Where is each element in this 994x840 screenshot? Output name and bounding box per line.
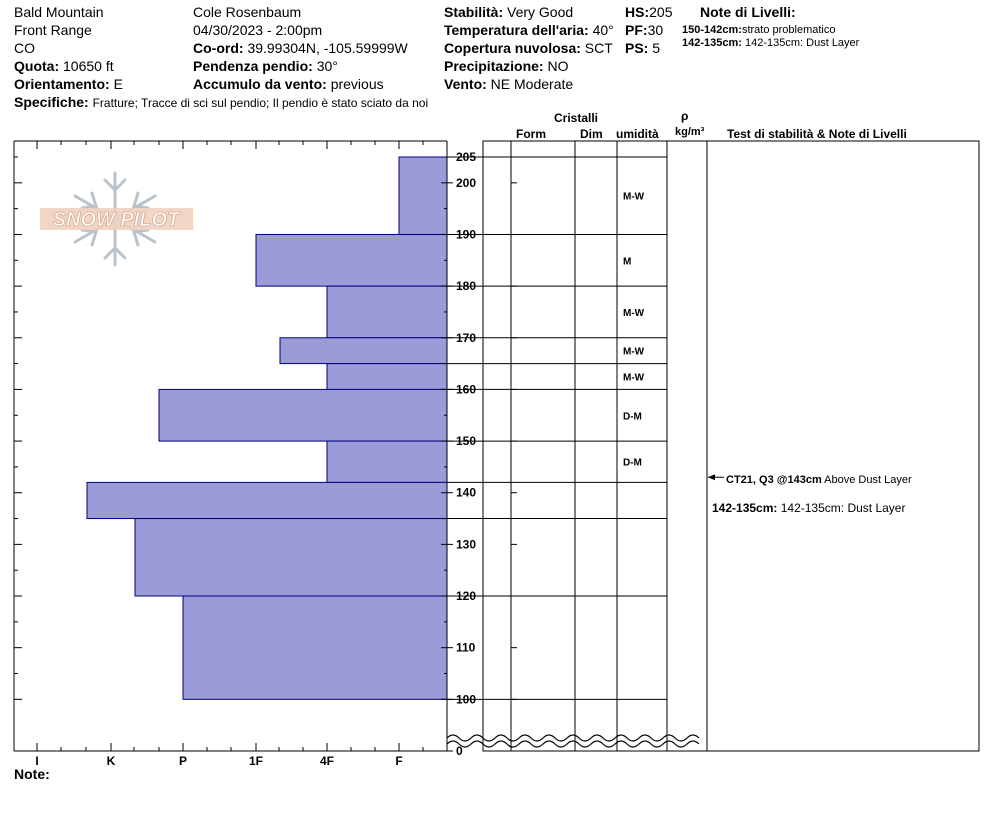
depth-label-150: 150 [456,434,477,449]
stability-value: Very Good [507,4,574,20]
specifics-label: Specifiche: [14,94,89,110]
depth-label-120: 120 [456,589,477,604]
hardness-bar-5 [327,364,447,390]
ps-label: PS: [625,40,649,56]
aspect-value: E [113,76,123,92]
cloud-value: SCT [584,40,613,56]
air-temp-value: 40° [592,22,614,38]
cloud-label: Copertura nuvolosa: [444,40,581,56]
depth-label-100: 100 [456,692,477,707]
stability-test-label: CT21, Q3 @143cm [726,474,822,486]
air-temp-label: Temperatura dell'aria: [444,22,589,38]
layer-note-right-range: 142-135cm: [712,501,778,515]
layer-note-1-text: strato problematico [741,24,836,36]
moisture-label-6: D-M [623,411,642,423]
depth-label-205: 205 [456,150,477,164]
wind-loading-label: Accumulo da vento: [193,76,327,92]
moisture-label-7: D-M [623,457,642,469]
depth-label-130: 130 [456,537,477,552]
col-density-unit: kg/m³ [675,126,705,138]
stability-test-arrow [708,474,724,480]
hardness-label-I: I [35,754,39,768]
moisture-label-5: M-W [623,372,645,384]
col-dim: Dim [580,127,603,141]
hardness-label-K: K [106,754,116,768]
layer-notes-title: Note di Livelli: [700,4,796,20]
col-crystals: Cristalli [554,111,599,125]
hardness-label-F: F [395,754,403,768]
datetime: 04/30/2023 - 2:00pm [193,22,323,38]
hardness-bar-10 [183,596,447,699]
col-moisture: umidità [616,127,659,141]
crystals-table-frame [483,141,979,751]
ps-value: 5 [652,40,661,56]
hardness-bar-8 [87,482,447,518]
depth-label-200: 200 [456,175,477,190]
layer-note-1-range: 150-142cm: [682,24,742,36]
col-stability-notes: Test di stabilità & Note di Livelli [727,127,907,141]
axis-break-marker [447,735,699,747]
hardness-bar-9 [135,519,447,596]
hardness-bar-7 [327,441,447,482]
hs-label: HS: [625,4,650,20]
depth-label-180: 180 [456,279,477,294]
hs-value: 205 [649,4,673,20]
moisture-label-3: M-W [623,307,645,319]
elevation-value: 10650 ft [63,58,114,74]
wind-value: NE Moderate [490,76,574,92]
elevation-label: Quota: [14,58,60,74]
hardness-label-P: P [178,754,188,768]
depth-label-0: 0 [456,744,463,758]
hardness-bar-6 [159,389,447,441]
aspect-label: Orientamento: [14,76,110,92]
precip-value: NO [547,58,569,74]
state: CO [14,40,35,56]
hardness-bar-1 [399,157,447,234]
hardness-bar-2 [256,234,447,286]
note-label: Note: [14,766,50,782]
depth-label-170: 170 [456,330,477,345]
depth-label-140: 140 [456,485,477,500]
moisture-label-1: M-W [623,191,645,203]
precip-label: Precipitazione: [444,58,544,74]
col-form: Form [516,127,546,141]
pf-label: PF: [625,22,648,38]
location: Bald Mountain [14,4,104,20]
hardness-label-4F: 4F [319,754,335,768]
depth-label-160: 160 [456,382,477,397]
specifics-value: Fratture; Tracce di sci sul pendio; Il pendio è stato sciato da noi [92,96,429,110]
hardness-bar-4 [280,338,447,364]
stability-label: Stabilità: [444,4,504,20]
layer-note-2-range: 142-135cm: [682,37,742,49]
col-rho: ρ [681,109,689,123]
pf-value: 30 [647,22,664,38]
wind-loading-value: previous [330,76,384,92]
logo-text: SNOW PILOT [52,209,180,231]
depth-label-110: 110 [456,640,476,655]
hardness-label-1F: 1F [248,754,264,768]
slope-value: 30° [316,58,338,74]
coord-label: Co-ord: [193,40,244,56]
layer-note-2-text: 142-135cm: Dust Layer [745,37,860,49]
range: Front Range [14,22,92,38]
hardness-bar-3 [327,286,447,338]
slope-label: Pendenza pendio: [193,58,313,74]
layer-note-right-text: 142-135cm: Dust Layer [780,501,906,515]
observer: Cole Rosenbaum [193,4,302,20]
moisture-label-4: M-W [623,346,645,358]
wind-label: Vento: [444,76,487,92]
moisture-label-2: M [623,256,632,268]
coord-value: 39.99304N, -105.59999W [247,40,408,56]
depth-label-190: 190 [456,227,477,242]
stability-test-text: Above Dust Layer [824,474,912,486]
